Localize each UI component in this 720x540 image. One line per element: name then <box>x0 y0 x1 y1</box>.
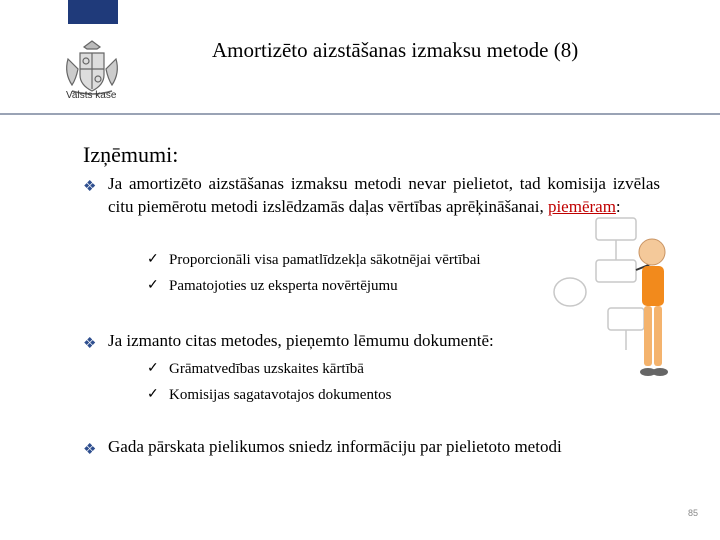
checkmark-icon: ✓ <box>147 252 159 267</box>
checkmark-icon: ✓ <box>147 361 159 376</box>
sub-item <box>147 356 364 382</box>
bullet3-text: Gada pārskata pielikumos sniedz informāciju par pielietoto metodi <box>108 437 562 456</box>
checkmark-icon: ✓ <box>147 387 159 402</box>
sub-item <box>147 382 392 408</box>
sub-item <box>147 273 398 299</box>
page-number: 85 <box>687 508 698 518</box>
sub-item-text: Proporcionāli visa pamatlīdzekļa sākotnējai vērtībai <box>169 252 481 268</box>
bullet2-text: Ja izmanto citas metodes, pieņemto lēmumu dokumentē: <box>108 331 494 350</box>
slide-title: Amortizēto aizstāšanas izmaksu metode (8) <box>212 38 579 62</box>
diamond-bullet-icon: ❖ <box>83 442 97 458</box>
sub-item-text: Komisijas sagatavotajos dokumentos <box>169 387 392 403</box>
top-brand-bar <box>68 0 118 24</box>
example-link: piemēram <box>547 196 616 216</box>
section-heading: Izņēmumi: <box>83 142 179 167</box>
bullet1-suffix: : <box>615 196 621 216</box>
logo-text: Valsts kase <box>66 90 117 101</box>
bullet-other-methods <box>83 330 588 353</box>
bullet-annual-report <box>83 436 668 459</box>
checkmark-icon: ✓ <box>147 278 159 293</box>
sub-item-text: Pamatojoties uz eksperta novērtējumu <box>169 278 398 294</box>
flowchart-figure-icon <box>548 212 700 397</box>
sub-item <box>147 247 481 273</box>
header-divider <box>0 113 720 115</box>
sub-item-text: Grāmatvedības uzskaites kārtībā <box>169 361 364 377</box>
diamond-bullet-icon: ❖ <box>83 179 97 195</box>
bullet1-text: Ja amortizēto aizstāšanas izmaksu metodi nevar pielietot, tad komisija izvēlas citu piemērotu metodi izslēdzamās daļas vērtības aprēķināšanai, <box>108 174 660 216</box>
diamond-bullet-icon: ❖ <box>83 336 97 352</box>
